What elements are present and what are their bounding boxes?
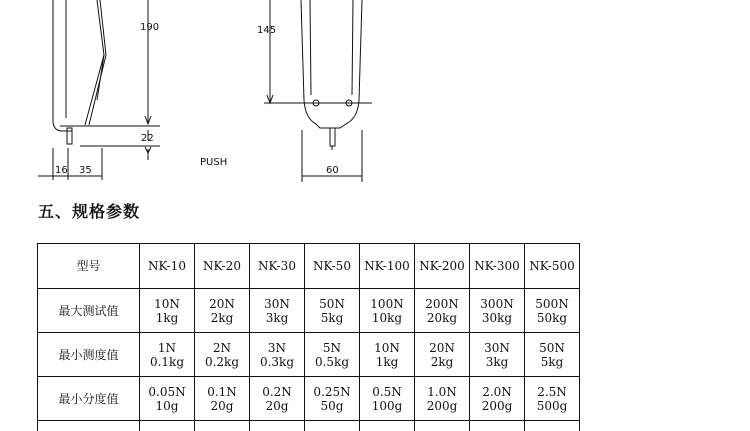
value-mass: 10kg: [360, 311, 414, 325]
table-header-row: [38, 244, 580, 289]
value-mass: 3kg: [250, 311, 304, 325]
table-row-partial: [38, 421, 580, 431]
row-label-cell: 最大测试值: [38, 289, 140, 333]
value-newton: 0.2N: [250, 385, 304, 399]
value-newton: 2.0N: [470, 385, 524, 399]
model-header-cell: NK-30: [250, 244, 305, 289]
model-header-cell: NK-10: [140, 244, 195, 289]
row-label-cell: 最小分度值: [38, 377, 140, 421]
dim-height-right-text: 145: [257, 25, 276, 36]
value-mass: 3kg: [470, 355, 524, 369]
value-newton: 1N: [140, 341, 194, 355]
value-cell: [140, 333, 195, 377]
empty-cell: [470, 421, 525, 431]
table-row: [38, 289, 580, 333]
value-newton: 500N: [525, 297, 579, 311]
section-title: 五、规格参数: [38, 199, 140, 222]
dim-width-text: 60: [326, 165, 339, 176]
value-newton: 0.25N: [305, 385, 359, 399]
value-cell: [250, 333, 305, 377]
value-mass: 20kg: [415, 311, 469, 325]
front-view: [257, 0, 372, 182]
spec-table: [37, 243, 580, 431]
model-header-cell: NK-50: [305, 244, 360, 289]
value-cell: [305, 333, 360, 377]
empty-cell: [250, 421, 305, 431]
model-header-cell: NK-300: [470, 244, 525, 289]
value-newton: 0.5N: [360, 385, 414, 399]
model-header-cell: NK-20: [195, 244, 250, 289]
value-newton: 50N: [305, 297, 359, 311]
empty-cell: [195, 421, 250, 431]
value-cell: [415, 333, 470, 377]
value-mass: 2kg: [195, 311, 249, 325]
header-label-cell: 型号: [38, 244, 140, 289]
value-cell: [415, 289, 470, 333]
value-newton: 50N: [525, 341, 579, 355]
value-mass: 20g: [250, 399, 304, 413]
push-label: PUSH: [200, 157, 227, 168]
value-mass: 0.2kg: [195, 355, 249, 369]
value-cell: [470, 333, 525, 377]
value-newton: 200N: [415, 297, 469, 311]
value-mass: 100g: [360, 399, 414, 413]
value-cell: [250, 289, 305, 333]
value-newton: 30N: [470, 341, 524, 355]
value-mass: 1kg: [360, 355, 414, 369]
value-cell: [360, 289, 415, 333]
value-newton: 100N: [360, 297, 414, 311]
value-cell: [470, 377, 525, 421]
model-header-cell: NK-500: [525, 244, 580, 289]
value-cell: [360, 333, 415, 377]
dim-base-a-text: 16: [55, 165, 68, 176]
base-dimension: [38, 148, 102, 180]
value-mass: 0.1kg: [140, 355, 194, 369]
empty-cell: [525, 421, 580, 431]
value-newton: 2.5N: [525, 385, 579, 399]
value-mass: 0.5kg: [305, 355, 359, 369]
value-mass: 50g: [305, 399, 359, 413]
dim-height-left-text: 190: [140, 22, 159, 33]
value-cell: [525, 377, 580, 421]
value-newton: 20N: [415, 341, 469, 355]
dim-tip-text: 22: [141, 133, 154, 144]
value-mass: 500g: [525, 399, 579, 413]
empty-cell: [38, 421, 140, 431]
height-dimension-left: [140, 0, 159, 124]
value-cell: [525, 289, 580, 333]
value-cell: [140, 377, 195, 421]
value-newton: 1.0N: [415, 385, 469, 399]
empty-cell: [360, 421, 415, 431]
value-mass: 30kg: [470, 311, 524, 325]
empty-cell: [305, 421, 360, 431]
value-cell: [195, 289, 250, 333]
value-cell: [250, 377, 305, 421]
value-cell: [470, 289, 525, 333]
dim-base-b-text: 35: [79, 165, 92, 176]
value-newton: 300N: [470, 297, 524, 311]
value-newton: 20N: [195, 297, 249, 311]
value-newton: 0.05N: [140, 385, 194, 399]
value-cell: [140, 289, 195, 333]
value-newton: 0.1N: [195, 385, 249, 399]
value-mass: 200g: [470, 399, 524, 413]
tip-dimension: [141, 130, 154, 160]
empty-cell: [415, 421, 470, 431]
value-newton: 10N: [140, 297, 194, 311]
value-newton: 3N: [250, 341, 304, 355]
value-mass: 200g: [415, 399, 469, 413]
value-mass: 50kg: [525, 311, 579, 325]
value-cell: [415, 377, 470, 421]
value-cell: [305, 289, 360, 333]
model-header-cell: NK-200: [415, 244, 470, 289]
value-newton: 5N: [305, 341, 359, 355]
value-newton: 2N: [195, 341, 249, 355]
value-mass: 5kg: [525, 355, 579, 369]
value-cell: [305, 377, 360, 421]
value-cell: [195, 333, 250, 377]
value-mass: 0.3kg: [250, 355, 304, 369]
table-row: [38, 333, 580, 377]
value-cell: [360, 377, 415, 421]
row-label-cell: 最小测度值: [38, 333, 140, 377]
value-newton: 10N: [360, 341, 414, 355]
model-header-cell: NK-100: [360, 244, 415, 289]
value-mass: 10g: [140, 399, 194, 413]
technical-drawing: [0, 0, 750, 195]
value-cell: [195, 377, 250, 421]
value-newton: 30N: [250, 297, 304, 311]
value-mass: 2kg: [415, 355, 469, 369]
value-mass: 20g: [195, 399, 249, 413]
value-mass: 1kg: [140, 311, 194, 325]
value-cell: [525, 333, 580, 377]
value-mass: 5kg: [305, 311, 359, 325]
table-row: [38, 377, 580, 421]
empty-cell: [140, 421, 195, 431]
